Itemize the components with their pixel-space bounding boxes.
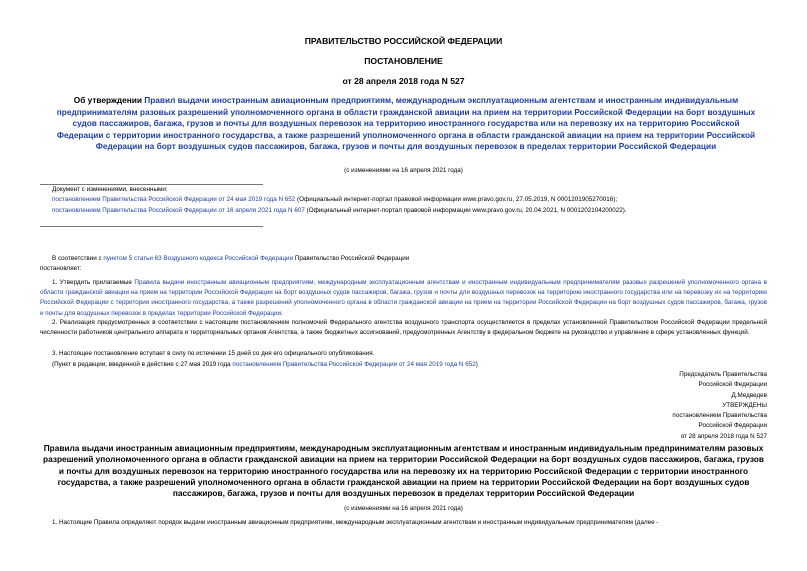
amendments-block: [52, 185, 772, 216]
item-1: [40, 278, 767, 319]
rules-title: Правила выдачи иностранным авиационным предприятиям, международным эксплуатационным агентствам и иностранным индивидуальным предпринимателям разовых разрешений уполномоченного органа в области гражданской авиации на прием на территории Российской Федерации на борт воздушных судов пассажиров, багажа, грузов и почты для воздушных перевозок на территорию иностранного государства или на перевозку их на территорию Российской Федерации с территории иностранного государства, а также разрешений уполномоченного органа в области гражданской авиации на прием на территории Российской Федерации на борт воздушных судов пассажиров, багажа, грузов и почты для воздушных перевозок в пределах территории Российской Федерации: [43, 443, 764, 499]
signature-line: постановлением Правительства: [672, 412, 767, 420]
rules-changes-note: (с изменениями на 16 апреля 2021 года): [344, 505, 463, 512]
changes-note: (с изменениями на 16 апреля 2021 года): [344, 167, 463, 174]
amendment-item: [52, 206, 772, 216]
signature-line: от 28 апреля 2018 года N 527: [680, 432, 767, 440]
amendments-intro: Документ с изменениями, внесенными:: [52, 186, 168, 193]
date-number-heading: от 28 апреля 2018 года N 527: [342, 76, 465, 86]
item-3-note: [40, 360, 767, 370]
amendment-link-652[interactable]: постановлением Правительства Российской Федерации от 24 мая 2019 года N 652: [52, 196, 296, 204]
government-heading: ПРАВИТЕЛЬСТВО РОССИЙСКОЙ ФЕДЕРАЦИИ: [304, 36, 503, 46]
item-3: 3. Настоящее постановление вступает в силу по истечении 15 дней со дня его официального опубликования.: [52, 350, 375, 357]
signature-line: Д.Медведев: [731, 391, 767, 399]
amendment-link-607[interactable]: постановлением Правительства Российской Федерации от 16 апреля 2021 года N 607: [52, 206, 305, 214]
preamble-suffix: Правительство Российской Федерации: [293, 255, 410, 262]
note-suffix: ): [475, 361, 478, 368]
amendment-tail: (Официальный интернет-портал правовой информации www.pravo.gov.ru, 27.05.2019, N 0001201905270016);: [295, 196, 618, 204]
signature-line: Российской Федерации: [698, 422, 767, 430]
item-1-suffix: .: [280, 309, 283, 317]
item-2: 2. Реализация предусмотренных в соответствии с настоящим постановлением полномочий Федерального агентства воздушного транспорта осуществляется в пределах установленной Правительством Российской Федерации предельной численности работников центрального аппарата и территориальных органов Агентства, а также бюджетных ассигнований, предусмотренных Агентству в федеральном бюджете на руководство и управление в сфере установленных функций.: [40, 319, 767, 337]
title-rules-link[interactable]: Правил выдачи иностранным авиационным предприятиям, международным эксплуатационным агентствам и иностранным индивидуальным предпринимателям разовых разрешений уполномоченного органа в области гражданской авиации на прием на территории Российской Федерации на борт воздушных судов пассажиров, багажа, грузов и почты для воздушных перевозок на территорию иностранного государства или на перевозку их на территорию Российской Федерации с территории иностранного государства, а также разрешений уполномоченного органа в области гражданской авиации на прием на территории Российской Федерации на борт воздушных судов пассажиров, багажа, грузов и почты для воздушных перевозок в пределах территории Российской Федерации: [56, 95, 756, 152]
preamble-prefix: В соответствии с: [52, 255, 104, 262]
signature-block: [467, 370, 767, 442]
amendment-tail: (Официальный интернет-портал правовой информации www.pravo.gov.ru, 20.04.2021, N 0001202104200022).: [304, 206, 627, 214]
decides-label: постановляет:: [40, 265, 82, 273]
preamble-line: [40, 254, 767, 264]
signature-line: Председатель Правительства: [679, 371, 767, 378]
document-title: [52, 95, 760, 153]
signature-line: Российской Федерации: [698, 381, 767, 389]
rules-link[interactable]: Правила выдачи иностранным авиационным предприятиям, международным эксплуатационным агентствам и иностранным индивидуальным предпринимателям разовых разрешений уполномоченного органа в области гражданской авиации на прием на территории Российской Федерации на борт воздушных судов пассажиров, багажа, грузов и почты для воздушных перевозок на территорию иностранного государства или на перевозку их на территорию Российской Федерации с территории иностранного государства, а также разрешений уполномоченного органа в области гражданской авиации на прием на территории Российской Федерации на борт воздушных судов пассажиров, багажа, грузов и почты для воздушных перевозок в пределах территории Российской Федерации: [40, 279, 767, 317]
air-code-link[interactable]: пунктом 5 статьи 63 Воздушного кодекса Российской Федерации: [103, 255, 294, 262]
preamble: [40, 254, 767, 274]
rules-item-1: 1. Настоящие Правила определяют порядок выдачи иностранным авиационным предприятиям, международным эксплуатационным агентствам и иностранным индивидуальным предпринимателям (далее -: [52, 519, 659, 526]
doc-type-heading: ПОСТАНОВЛЕНИЕ: [364, 56, 443, 66]
note-prefix: (Пункт в редакции, введенной в действие с 27 мая 2019 года: [52, 361, 233, 368]
note-link-652[interactable]: постановлением Правительства Российской Федерации от 24 мая 2019 года N 652: [232, 361, 476, 368]
amendment-item: [52, 195, 772, 205]
signature-line: УТВЕРЖДЕНЫ: [722, 401, 767, 409]
item-1-prefix: 1. Утвердить прилагаемые: [52, 279, 135, 286]
divider-bottom: [40, 226, 263, 227]
title-prefix: Об утверждении: [73, 95, 145, 105]
